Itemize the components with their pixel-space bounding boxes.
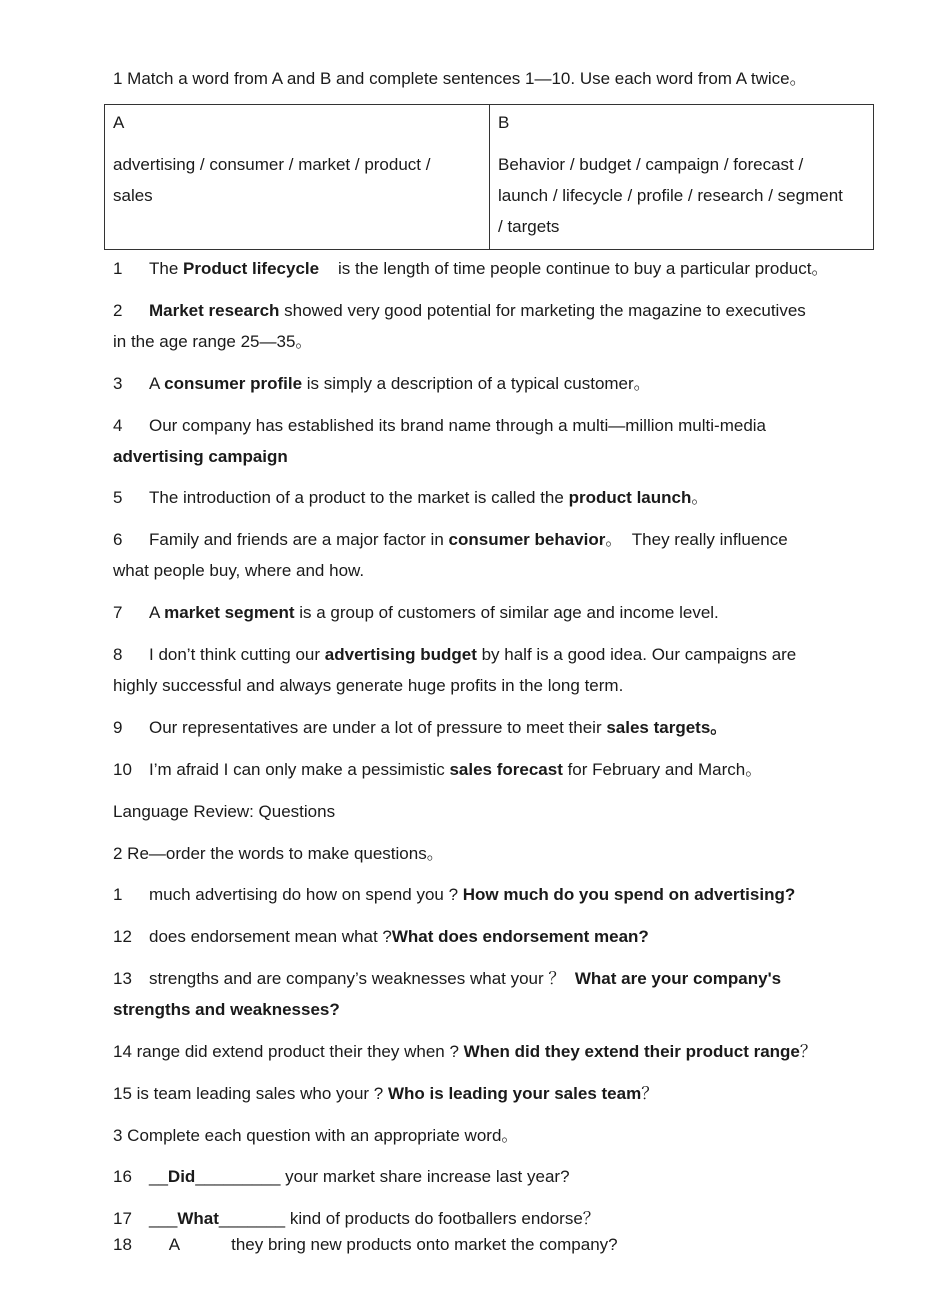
sentence-text: is the length of time people continue to buy a particular product。 <box>319 259 829 278</box>
sentence-9 <box>113 717 727 739</box>
table-divider <box>489 105 490 249</box>
sentence-2-continued: in the age range 25—35。 <box>113 332 313 351</box>
sentence-number: 5 <box>113 488 123 507</box>
answer-text: sales forecast <box>449 760 563 779</box>
sentence-2 <box>113 300 806 322</box>
answer-text: sales targets。 <box>606 718 728 737</box>
answer-text: market segment <box>164 603 295 622</box>
sentence-8 <box>113 644 796 666</box>
question-text: does endorsement mean what ? <box>149 927 392 946</box>
sentence-number: 4 <box>113 416 123 435</box>
answer-blank: ___What_______ <box>149 1209 286 1228</box>
question-12 <box>113 926 649 948</box>
question-number: 16 <box>113 1167 132 1186</box>
sentence-text: Family and friends are a major factor in <box>149 530 449 549</box>
answer-text: Market research <box>149 301 280 320</box>
word-table <box>104 104 874 250</box>
column-a-header: A <box>113 113 125 132</box>
question-text: much advertising do how on spend you ? <box>149 885 463 904</box>
question-text: strengths and are company’s weaknesses what your ？ <box>149 969 575 988</box>
column-b-header: B <box>498 113 510 132</box>
sentence-number: 8 <box>113 645 123 664</box>
exercise-2-heading: 2 Re—order the words to make questions。 <box>113 844 444 863</box>
question-number: 1 <box>113 885 123 904</box>
sentence-4 <box>113 415 766 437</box>
sentence-text: I’m afraid I can only make a pessimistic <box>149 760 450 779</box>
fill-in-17 <box>113 1208 600 1230</box>
answer-text: Did <box>167 1167 196 1186</box>
sentence-number: 10 <box>113 760 132 779</box>
question-text: 14 range did extend product their they when ? <box>113 1042 464 1061</box>
question-13-continued <box>113 999 340 1021</box>
sentence-3 <box>113 373 651 395</box>
question-1 <box>113 884 795 906</box>
sentence-text: The <box>149 259 184 278</box>
sentence-text: Our company has established its brand name through a multi—million multi-media <box>149 416 767 435</box>
sentence-number: 2 <box>113 301 123 320</box>
sentence-5 <box>113 487 708 509</box>
sentence-text: for February and March。 <box>562 760 763 779</box>
question-number: 13 <box>113 969 132 988</box>
answer-text: consumer behavior <box>448 530 606 549</box>
sentence-text: Our representatives are under a lot of pressure to meet their <box>149 718 607 737</box>
question-number: 12 <box>113 927 132 946</box>
exercise-1-heading: 1 Match a word from A and B and complete sentences 1—10. Use each word from A twice。 <box>113 69 807 88</box>
sentence-text: 。 <box>691 488 709 507</box>
sentence-text: I don’t think cutting our <box>149 645 325 664</box>
answer-text: product launch <box>568 488 692 507</box>
cut-off-line-18 <box>105 1235 805 1258</box>
sentence-7 <box>113 602 719 624</box>
sentence-text: showed very good potential for marketing the magazine to executives <box>279 301 806 320</box>
column-a-words-line2: sales <box>113 186 153 205</box>
question-text: your market share increase last year? <box>280 1167 570 1186</box>
sentence-text: A <box>149 603 165 622</box>
fill-in-16 <box>113 1166 570 1188</box>
column-b-words-line1: Behavior / budget / campaign / forecast / <box>498 155 804 174</box>
language-review-heading: Language Review: Questions <box>113 802 336 821</box>
sentence-1 <box>113 258 828 280</box>
sentence-text: by half is a good idea. Our campaigns are <box>476 645 797 664</box>
sentence-6-continued: what people buy, where and how. <box>113 561 365 580</box>
question-mark: ？ <box>799 1042 817 1061</box>
answer-text: advertising campaign <box>113 447 288 466</box>
sentence-8-continued: highly successful and always generate huge profits in the long term. <box>113 676 624 695</box>
sentence-text: 。 They really influence <box>605 530 788 549</box>
column-b-words-line3: / targets <box>498 217 560 236</box>
sentence-number: 9 <box>113 718 123 737</box>
sentence-number: 3 <box>113 374 123 393</box>
answer-blank: __Did_________ <box>149 1167 281 1186</box>
answer-text: advertising budget <box>324 645 477 664</box>
question-14 <box>113 1041 817 1063</box>
sentence-text: is a group of customers of similar age and income level. <box>294 603 719 622</box>
answer-text: When did they extend their product range <box>463 1042 800 1061</box>
sentence-10 <box>113 759 762 781</box>
sentence-text: The introduction of a product to the market is called the <box>149 488 569 507</box>
answer-text: What does endorsement mean? <box>391 927 649 946</box>
sentence-text: is simply a description of a typical customer。 <box>302 374 651 393</box>
sentence-number: 6 <box>113 530 123 549</box>
answer-text: consumer profile <box>164 374 303 393</box>
exercise-3-heading: 3 Complete each question with an appropriate word。 <box>113 1126 519 1145</box>
column-b-words-line2: launch / lifecycle / profile / research / segment <box>498 186 843 205</box>
question-mark: ？ <box>641 1084 659 1103</box>
answer-text: What <box>177 1209 219 1228</box>
sentence-4-continued <box>113 446 288 468</box>
cut-off-text: 18 A they bring new products onto market the company? <box>113 1235 618 1254</box>
question-15 <box>113 1083 658 1105</box>
column-a-words-line1: advertising / consumer / market / product / <box>113 155 431 174</box>
answer-text: Product lifecycle <box>183 259 320 278</box>
answer-text: Who is leading your sales team <box>388 1084 642 1103</box>
question-number: 17 <box>113 1209 132 1228</box>
question-text: 15 is team leading sales who your ? <box>113 1084 388 1103</box>
answer-text: How much do you spend on advertising? <box>462 885 796 904</box>
question-text: kind of products do footballers endorse？ <box>285 1209 600 1228</box>
sentence-number: 1 <box>113 259 123 278</box>
answer-text: What are your company's <box>574 969 782 988</box>
sentence-number: 7 <box>113 603 123 622</box>
sentence-text: A <box>149 374 165 393</box>
answer-text: strengths and weaknesses? <box>113 1000 340 1019</box>
question-13 <box>113 968 781 990</box>
sentence-6 <box>113 529 788 551</box>
